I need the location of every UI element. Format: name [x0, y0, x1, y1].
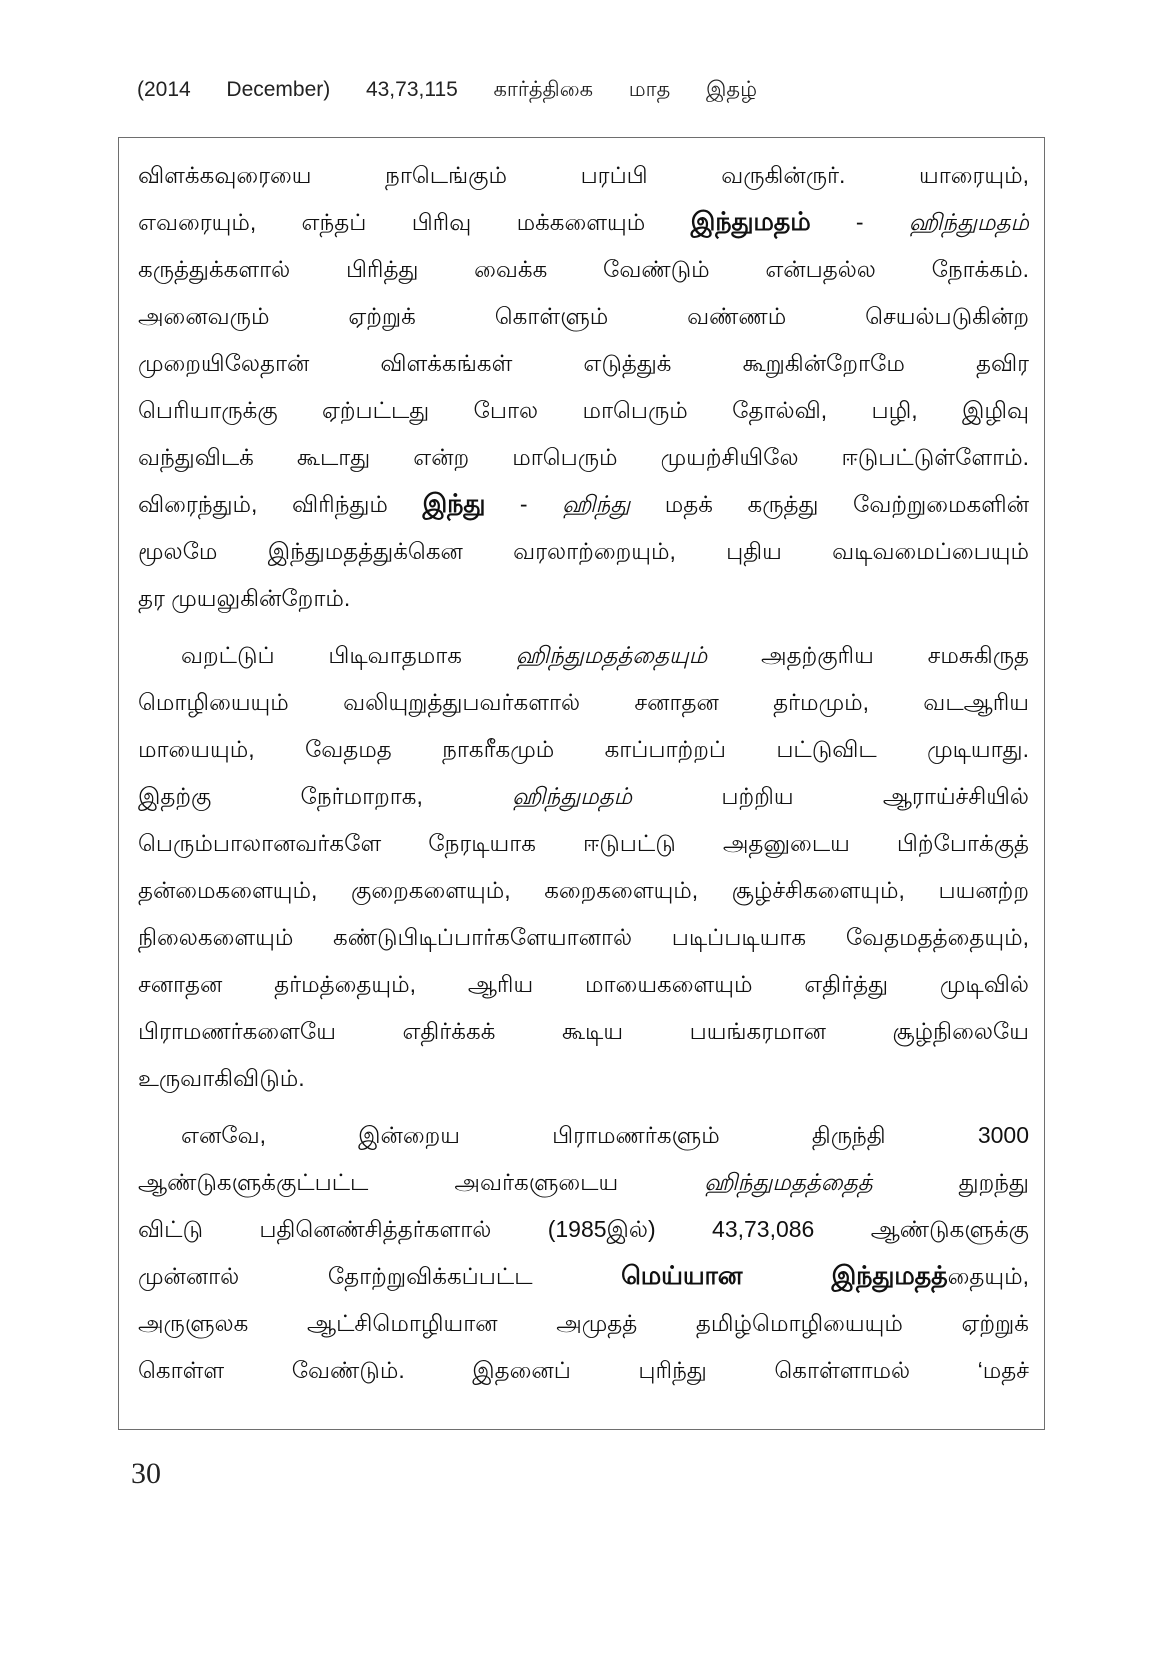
text-run: சனாதன தர்மத்தையும், ஆரிய மாயைகளையும் எதிர்த்து முடிவில்: [138, 971, 1029, 997]
text-run: விட்டு பதினெண்சித்தர்களால் (1985இல்) 43,73,086 ஆண்டுகளுக்கு: [138, 1216, 1029, 1242]
text-line: [138, 246, 1029, 293]
text-run: கொள்ள வேண்டும். இதனைப் புரிந்து கொள்ளாமல் ‘மதச்: [138, 1357, 1029, 1383]
text-run: உருவாகிவிடும்.: [138, 1065, 305, 1091]
bold-term: இந்துமதம்: [690, 208, 811, 236]
paragraph: [138, 1112, 1029, 1394]
italic-term: ஹிந்துமதம்: [512, 783, 633, 809]
text-run: -: [485, 491, 563, 517]
bold-term: இந்து: [422, 490, 486, 518]
text-run: மதக் கருத்து வேற்றுமைகளின்: [630, 491, 1029, 517]
text-frame: [118, 137, 1045, 1430]
text-line: [138, 199, 1029, 246]
text-line: [138, 575, 1029, 622]
text-run: மொழியையும் வலியுறுத்துபவர்களால் சனாதன தர்மமும், வடஆரிய: [138, 689, 1029, 715]
text-run: அருளுலக ஆட்சிமொழியான அமுதத் தமிழ்மொழியையும் ஏற்றுக்: [138, 1310, 1029, 1336]
text-line: [138, 387, 1029, 434]
text-line: [138, 1253, 1029, 1300]
text-line: [138, 1055, 1029, 1102]
text-line: [138, 293, 1029, 340]
text-run: தர முயலுகின்றோம்.: [138, 585, 351, 611]
text-run: -: [810, 209, 909, 235]
paragraph: [138, 152, 1029, 622]
text-run: தன்மைகளையும், குறைகளையும், கறைகளையும், சூழ்ச்சிகளையும், பயனற்ற: [138, 877, 1029, 903]
text-run: துறந்து: [872, 1169, 1029, 1195]
issue-header: (2014 December) 43,73,115 கார்த்திகை மாத இதழ்: [137, 78, 757, 101]
text-line: [138, 961, 1029, 1008]
text-line: [138, 867, 1029, 914]
text-run: எவரையும், எந்தப் பிரிவு மக்களையும்: [138, 209, 691, 235]
text-line: [138, 679, 1029, 726]
text-line: [138, 434, 1029, 481]
text-run: எனவே, இன்றைய பிராமணர்களும் திருந்தி 3000: [181, 1122, 1029, 1148]
text-line: [138, 1347, 1029, 1394]
text-run: வறட்டுப் பிடிவாதமாக: [181, 642, 516, 668]
text-line: [138, 1008, 1029, 1055]
text-line: [138, 726, 1029, 773]
text-line: [138, 1112, 1029, 1159]
text-line: [138, 773, 1029, 820]
text-line: [138, 1300, 1029, 1347]
text-run: அனைவரும் ஏற்றுக் கொள்ளும் வண்ணம் செயல்படுகின்ற: [138, 303, 1029, 329]
page-number: 30: [131, 1457, 161, 1490]
text-run: ஆண்டுகளுக்குட்பட்ட அவர்களுடைய: [138, 1169, 705, 1195]
text-line: [138, 632, 1029, 679]
italic-term: ஹிந்துமதத்தைத்: [704, 1169, 873, 1195]
text-line: [138, 481, 1029, 528]
text-run: இதற்கு நேர்மாறாக,: [138, 783, 513, 809]
italic-term: ஹிந்து: [562, 491, 631, 517]
text-run: மூலமே இந்துமதத்துக்கென வரலாற்றையும், புதிய வடிவமைப்பையும்: [138, 538, 1029, 564]
text-run: மாயையும், வேதமத நாகரீகமும் காப்பாற்றப் பட்டுவிட முடியாது.: [138, 736, 1029, 762]
text-run: முறையிலேதான் விளக்கங்கள் எடுத்துக் கூறுகின்றோமே தவிர: [138, 350, 1029, 376]
bold-term: மெய்யான இந்துமதத்: [621, 1262, 948, 1290]
text-run: விளக்கவுரையை நாடெங்கும் பரப்பி வருகின்ருர். யாரையும்,: [138, 162, 1029, 188]
text-run: அதற்குரிய சமசுகிருத: [707, 642, 1029, 668]
text-line: [138, 1159, 1029, 1206]
text-run: பெரியாருக்கு ஏற்பட்டது போல மாபெரும் தோல்வி, பழி, இழிவு: [138, 397, 1029, 423]
text-line: [138, 340, 1029, 387]
text-line: [138, 914, 1029, 961]
text-run: பிராமணர்களையே எதிர்க்கக் கூடிய பயங்கரமான சூழ்நிலையே: [138, 1018, 1029, 1044]
text-run: முன்னால் தோற்றுவிக்கப்பட்ட: [138, 1263, 622, 1289]
text-run: பற்றிய ஆராய்ச்சியில்: [632, 783, 1029, 809]
text-run: நிலைகளையும் கண்டுபிடிப்பார்களேயானால் படிப்படியாக வேதமதத்தையும்,: [138, 924, 1029, 950]
italic-term: ஹிந்துமதத்தையும்: [515, 642, 708, 668]
text-line: [138, 152, 1029, 199]
text-run: வந்துவிடக் கூடாது என்ற மாபெரும் முயற்சியிலே ஈடுபட்டுள்ளோம்.: [138, 444, 1029, 470]
text-line: [138, 1206, 1029, 1253]
text-run: பெரும்பாலானவர்களே நேரடியாக ஈடுபட்டு அதனுடைய பிற்போக்குத்: [138, 830, 1029, 856]
paragraph: [138, 632, 1029, 1102]
text-run: கருத்துக்களால் பிரித்து வைக்க வேண்டும் என்பதல்ல நோக்கம்.: [138, 256, 1029, 282]
text-line: [138, 820, 1029, 867]
italic-term: ஹிந்துமதம்: [908, 209, 1029, 235]
text-run: விரைந்தும், விரிந்தும்: [138, 491, 423, 517]
text-run: தையும்,: [947, 1263, 1029, 1289]
text-line: [138, 528, 1029, 575]
